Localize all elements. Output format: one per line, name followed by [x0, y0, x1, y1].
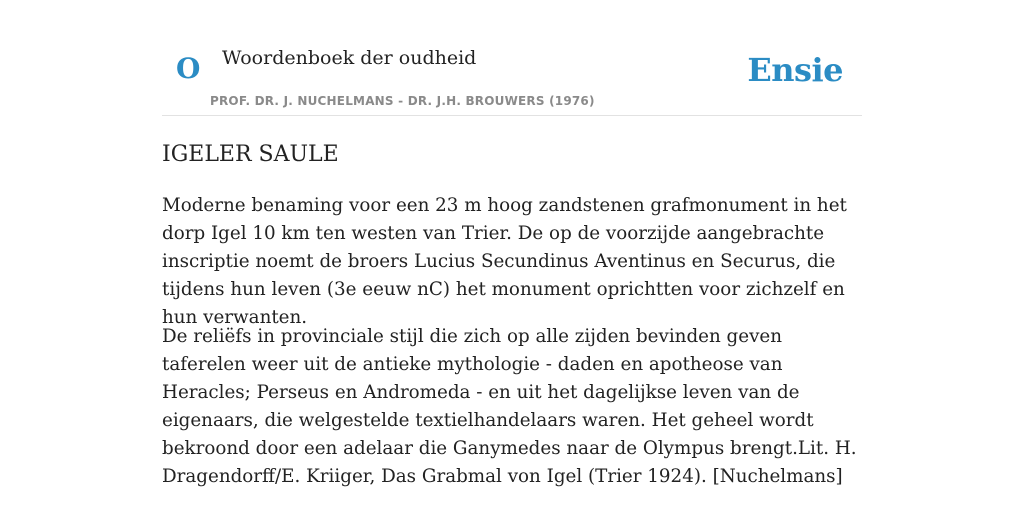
entry-title: IGELER SAULE [162, 142, 339, 167]
dictionary-authors: PROF. DR. J. NUCHELMANS - DR. J.H. BROUWERS (1976) [210, 94, 595, 108]
ensie-logo-link[interactable]: Ensie [747, 51, 843, 89]
dictionary-header [162, 38, 862, 116]
entry-paragraph: De reliëfs in provinciale stijl die zich op alle zijden bevinden geven taferelen weer uit de antieke mythologie - daden en apotheose van Heracles; Perseus en Andromeda - en uit het dagelijkse leven van de eigenaars, die welgestelde textielhandelaars waren. Het geheel wordt bekroond door een adelaar die Ganymedes naar de Olympus brengt.Lit. H. Dragendorff/E. Kriiger, Das Grabmal von Igel (Trier 1924). [Nuchelmans] [162, 326, 857, 487]
entry-paragraph: Moderne benaming voor een 23 m hoog zandstenen grafmonument in het dorp Igel 10 km ten westen van Trier. De op de voorzijde aangebrachte inscriptie noemt de broers Lucius Secundinus Aventinus en Securus, die tijdens hun leven (3e eeuw nC) het monument oprichtten voor zichzelf en hun verwanten. [162, 195, 847, 328]
dictionary-title[interactable]: Woordenboek der oudheid [222, 47, 477, 69]
index-letter-link[interactable]: O [176, 52, 201, 85]
